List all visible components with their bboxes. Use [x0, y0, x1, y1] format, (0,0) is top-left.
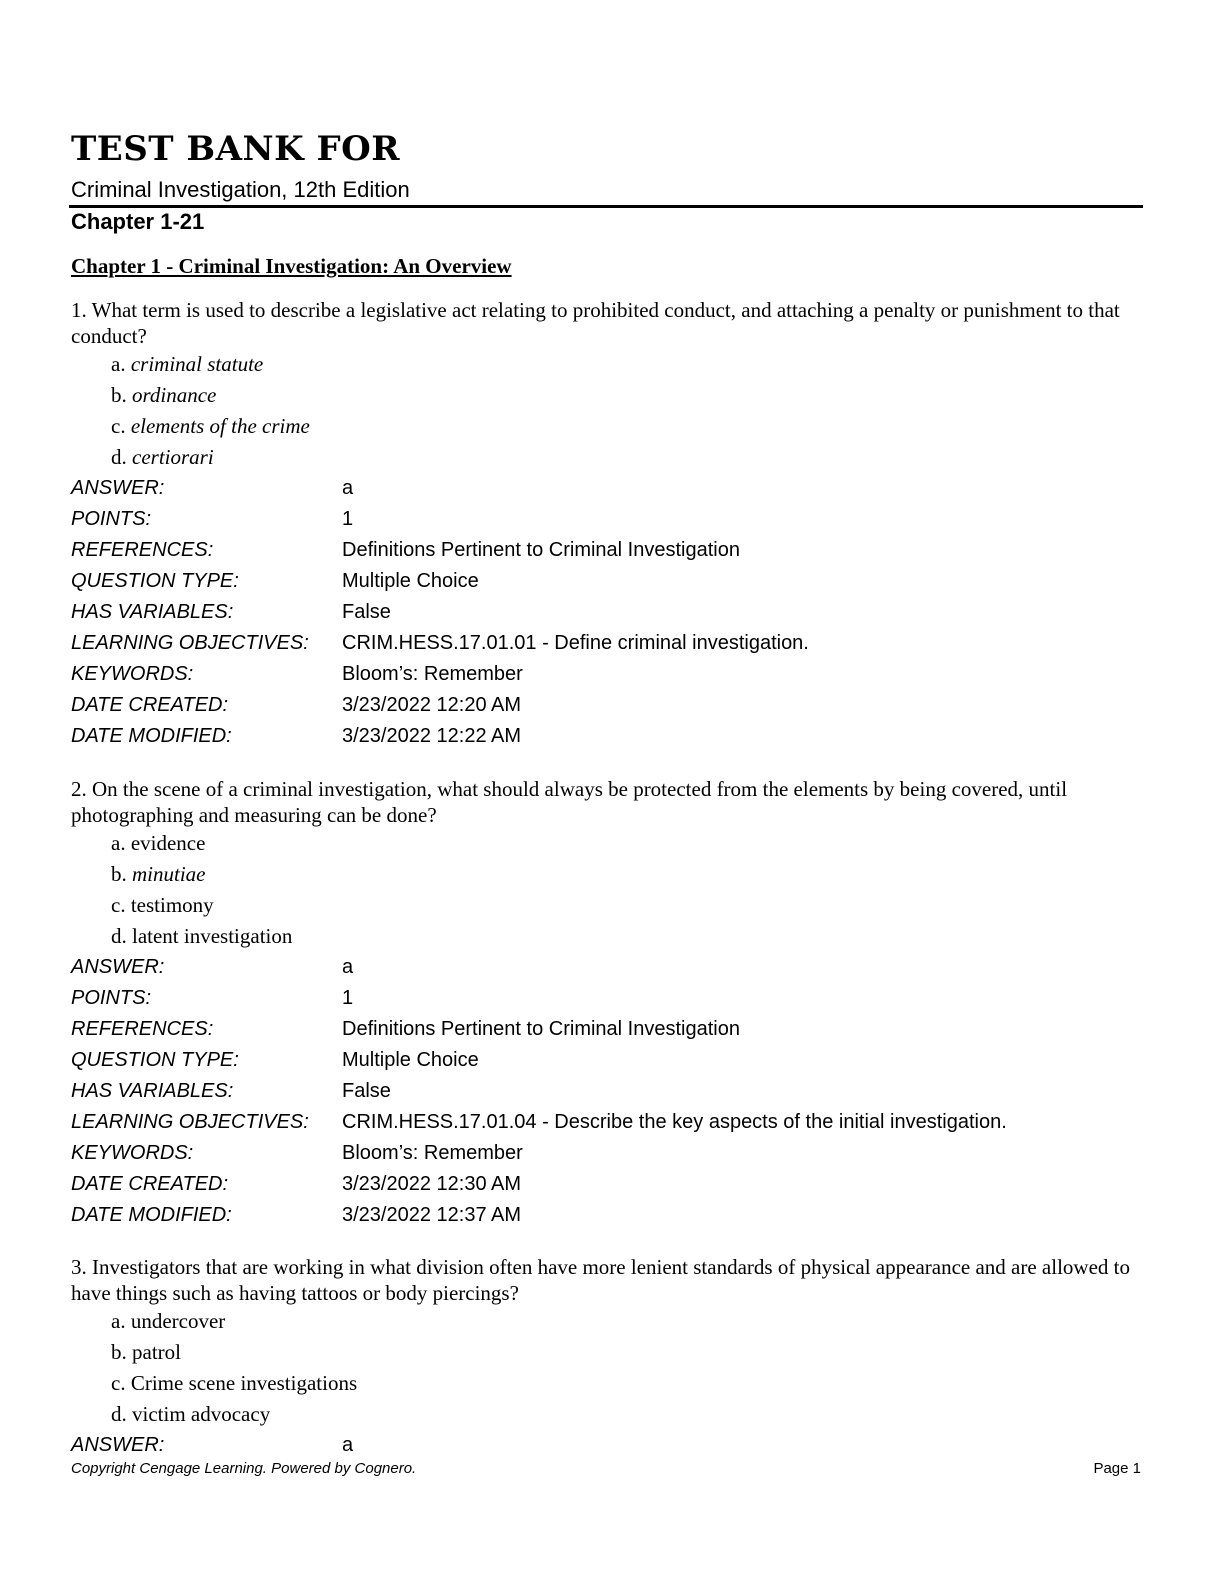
meta-value: 3/23/2022 12:30 AM — [342, 1173, 522, 1195]
meta-value: a — [342, 956, 354, 978]
option-letter: d. — [111, 1402, 127, 1426]
option-letter: b. — [111, 862, 127, 886]
meta-label: ANSWER: — [71, 956, 165, 978]
option-letter: c. — [111, 1371, 126, 1395]
option-text: patrol — [132, 1340, 181, 1364]
meta-references — [71, 535, 1143, 566]
option-a — [111, 828, 1143, 859]
meta-label: LEARNING OBJECTIVES: — [71, 1111, 309, 1133]
meta-label: POINTS: — [71, 987, 152, 1009]
meta-label: HAS VARIABLES: — [71, 601, 234, 623]
meta-label: ANSWER: — [71, 477, 165, 499]
option-letter: b. — [111, 383, 127, 407]
meta-date-created — [71, 1169, 1143, 1200]
meta-value: Definitions Pertinent to Criminal Investigation — [342, 1018, 740, 1040]
option-text: latent investigation — [132, 924, 293, 948]
option-letter: a. — [111, 831, 126, 855]
option-a — [111, 349, 1143, 380]
meta-date-modified — [71, 1200, 1143, 1231]
meta-value: CRIM.HESS.17.01.04 - Describe the key aspects of the initial investigation. — [342, 1111, 1007, 1133]
meta-answer — [71, 473, 1143, 504]
meta-label: QUESTION TYPE: — [71, 570, 239, 592]
option-d — [111, 921, 1143, 952]
meta-value: False — [342, 601, 391, 623]
footer-copyright: Copyright Cengage Learning. Powered by Cognero. — [71, 1460, 417, 1477]
meta-value: Definitions Pertinent to Criminal Investigation — [342, 539, 740, 561]
meta-label: DATE MODIFIED: — [71, 725, 232, 747]
option-text: evidence — [130, 831, 206, 855]
meta-answer — [71, 1430, 1143, 1461]
option-d — [111, 442, 1143, 473]
meta-value: 1 — [342, 987, 354, 1009]
document-title: TEST BANK FOR — [71, 129, 401, 169]
meta-value: False — [342, 1080, 391, 1102]
meta-label: REFERENCES: — [71, 1018, 214, 1040]
meta-references — [71, 1014, 1143, 1045]
meta-learning-objectives — [71, 1107, 1143, 1138]
option-letter: a. — [111, 352, 126, 376]
meta-value: Multiple Choice — [342, 1049, 479, 1071]
meta-value: CRIM.HESS.17.01.01 - Define criminal investigation. — [342, 632, 809, 654]
meta-points — [71, 504, 1143, 535]
meta-label: ANSWER: — [71, 1434, 165, 1456]
option-letter: b. — [111, 1340, 127, 1364]
answer-options — [71, 349, 1143, 473]
meta-question-type — [71, 566, 1143, 597]
option-letter: d. — [111, 445, 127, 469]
option-letter: c. — [111, 893, 126, 917]
meta-label: QUESTION TYPE: — [71, 1049, 239, 1071]
question-1 — [71, 297, 1143, 752]
meta-value: a — [342, 477, 354, 499]
question-3 — [71, 1254, 1143, 1461]
option-text: certiorari — [132, 445, 214, 469]
meta-date-modified — [71, 721, 1143, 752]
option-text: minutiae — [132, 862, 206, 886]
option-c — [111, 1368, 1143, 1399]
chapter-range: Chapter 1-21 — [71, 209, 205, 234]
meta-label: DATE CREATED: — [71, 1173, 229, 1195]
meta-value: 1 — [342, 508, 354, 530]
question-2 — [71, 776, 1143, 1231]
meta-has-variables — [71, 1076, 1143, 1107]
option-c — [111, 890, 1143, 921]
meta-label: LEARNING OBJECTIVES: — [71, 632, 309, 654]
question-stem: 1. What term is used to describe a legislative act relating to prohibited conduct, and attaching a penalty or punishment to that conduct? — [71, 298, 1120, 348]
option-text: testimony — [130, 893, 214, 917]
option-text: Crime scene investigations — [130, 1371, 358, 1395]
meta-value: 3/23/2022 12:20 AM — [342, 694, 522, 716]
answer-options — [71, 828, 1143, 952]
meta-question-type — [71, 1045, 1143, 1076]
answer-options — [71, 1306, 1143, 1430]
meta-label: REFERENCES: — [71, 539, 214, 561]
meta-label: POINTS: — [71, 508, 152, 530]
option-d — [111, 1399, 1143, 1430]
option-b — [111, 1337, 1143, 1368]
question-metadata — [71, 952, 1143, 1231]
meta-label: KEYWORDS: — [71, 663, 194, 685]
meta-value: 3/23/2022 12:22 AM — [342, 725, 522, 747]
section-heading: Chapter 1 - Criminal Investigation: An Overview — [71, 254, 512, 278]
option-text: undercover — [130, 1309, 226, 1333]
book-title: Criminal Investigation, 12th Edition — [71, 177, 410, 202]
option-text: ordinance — [132, 383, 217, 407]
meta-label: DATE MODIFIED: — [71, 1204, 232, 1226]
option-letter: c. — [111, 414, 126, 438]
meta-label: DATE CREATED: — [71, 694, 229, 716]
meta-keywords — [71, 659, 1143, 690]
option-text: criminal statute — [130, 352, 264, 376]
header-divider — [69, 205, 1143, 208]
option-b — [111, 380, 1143, 411]
option-a — [111, 1306, 1143, 1337]
meta-label: KEYWORDS: — [71, 1142, 194, 1164]
meta-label: HAS VARIABLES: — [71, 1080, 234, 1102]
option-text: elements of the crime — [130, 414, 310, 438]
option-b — [111, 859, 1143, 890]
meta-value: a — [342, 1434, 354, 1456]
option-c — [111, 411, 1143, 442]
option-letter: a. — [111, 1309, 126, 1333]
question-stem: 3. Investigators that are working in what division often have more lenient standards of physical appearance and are allowed to have things such as having tattoos or body piercings? — [71, 1255, 1130, 1305]
question-metadata — [71, 473, 1143, 752]
meta-value: Bloom’s: Remember — [342, 663, 523, 685]
meta-date-created — [71, 690, 1143, 721]
meta-value: Bloom’s: Remember — [342, 1142, 523, 1164]
meta-has-variables — [71, 597, 1143, 628]
meta-value: Multiple Choice — [342, 570, 479, 592]
meta-points — [71, 983, 1143, 1014]
meta-learning-objectives — [71, 628, 1143, 659]
meta-keywords — [71, 1138, 1143, 1169]
footer-page-number: Page 1 — [1093, 1460, 1141, 1477]
option-text: victim advocacy — [132, 1402, 271, 1426]
option-letter: d. — [111, 924, 127, 948]
meta-answer — [71, 952, 1143, 983]
meta-value: 3/23/2022 12:37 AM — [342, 1204, 522, 1226]
question-metadata — [71, 1430, 1143, 1461]
question-stem: 2. On the scene of a criminal investigation, what should always be protected from the elements by being covered, until photographing and measuring can be done? — [71, 777, 1068, 827]
